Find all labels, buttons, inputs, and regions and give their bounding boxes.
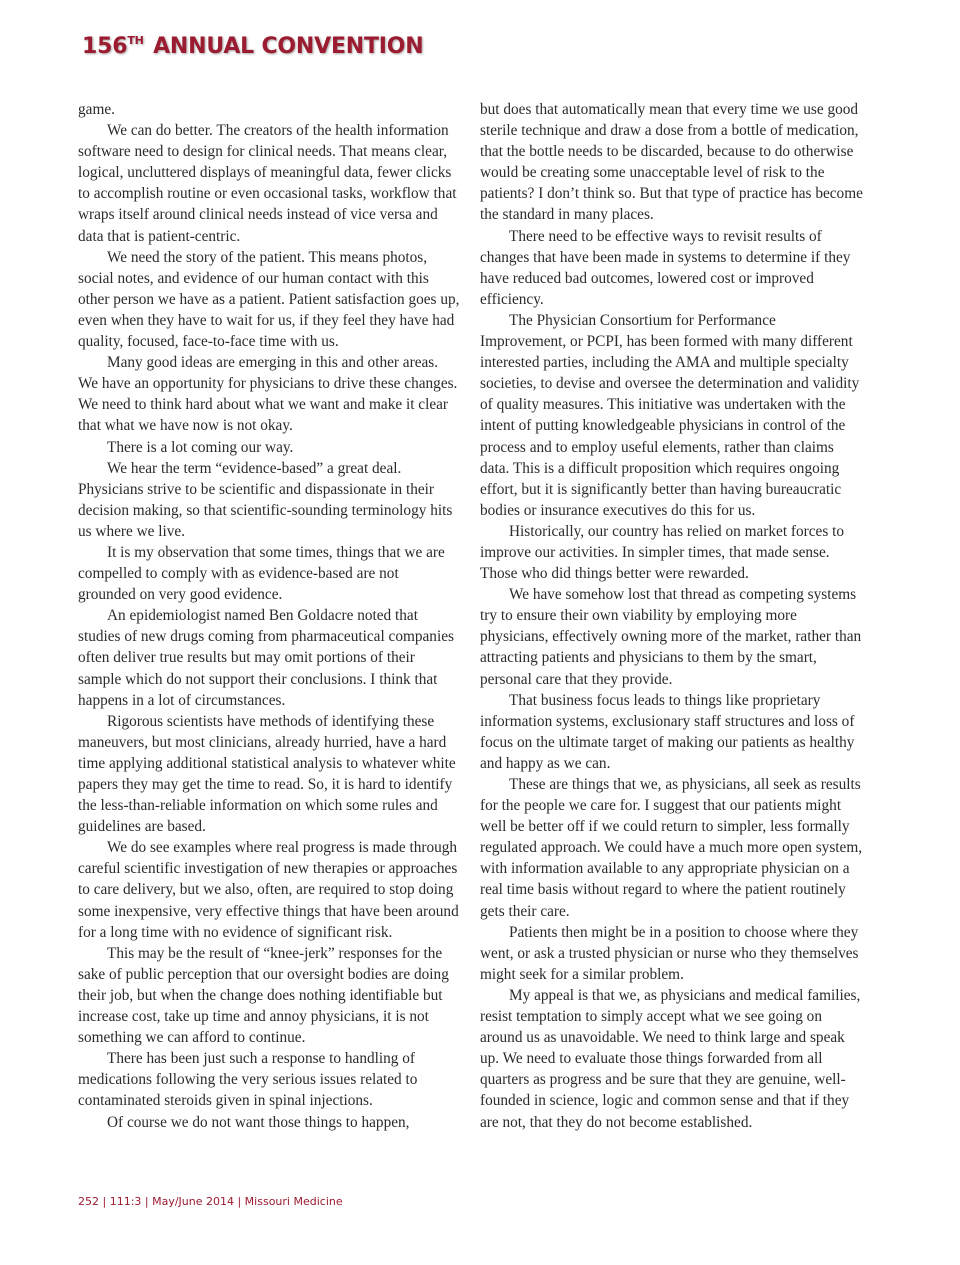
paragraph: It is my observation that some times, things that we are compelled to comply with as evidence-based are not grounded on very good evidence. [78,543,445,604]
paragraph: We need the story of the patient. This means photos, social notes, and evidence of our human contact with this other person we have as a patient. Patient satisfaction goes up, even when they have to wait for us, if they feel they have had quality, focused, face-to-face time with us. [78,248,460,351]
paragraph: There is a lot coming our way. [107,438,294,456]
paragraph: My appeal is that we, as physicians and medical families, resist temptation to simply accept what we see going on around us as unavoidable. We need to think large and speak up. We need to evaluate those things forwarded from all quarters as progress and be sure that they are genuine, well-founded in science, logic and common sense and that if they are not, that they do not become established. [480,986,861,1131]
paragraph: game. [78,101,115,118]
header-number: 156 [82,34,128,59]
paragraph: This may be the result of “knee-jerk” responses for the sake of public perception that our oversight bodies are doing their job, but when the change does nothing identifiable but increase cost, take up time and annoy physicians, it is not something we can afford to continue. [78,944,449,1047]
paragraph: Patients then might be in a position to choose where they went, or ask a trusted physician or nurse who they themselves might seek for a similar problem. [480,923,859,983]
paragraph: Historically, our country has relied on market forces to improve our activities. In simpler times, that made sense. Those who did things better were rewarded. [480,522,845,583]
left-column [78,99,460,1133]
convention-header [82,34,424,59]
paragraph: An epidemiologist named Ben Goldacre noted that studies of new drugs coming from pharmaceutical companies often deliver true results but may omit portions of their sample which do not support their conclusions. I think that happens in a lot of circumstances. [78,607,454,709]
paragraph: There need to be effective ways to revisit results of changes that have been made in systems to determine if they have reduced bad outcomes, lowered cost or improved efficiency. [480,227,851,308]
paragraph: We can do better. The creators of the health information software need to design for clinical needs. That means clear, logical, uncluttered displays of meaningful data, fewer clicks to accomplish routine or even occasional tasks, workflow that wraps itself around clinical needs instead of vice versa and data that is patient-centric. [78,122,457,245]
paragraph: There has been just such a response to handling of medications following the very serious issues related to contaminated steroids given in spinal injections. [78,1050,418,1110]
paragraph: We hear the term “evidence-based” a great deal. Physicians strive to be scientific and dispassionate in their decision making, so that scientific-sounding terminology hits us where we live. [78,459,453,540]
header-title: ANNUAL CONVENTION [153,34,424,59]
paragraph: Rigorous scientists have methods of identifying these maneuvers, but most clinicians, already hurried, have a hard time applying additional statistical analysis to whatever white papers they may get the time to read. So, it is hard to identify the less-than-reliable information on which some rules and guidelines are based. [78,712,456,836]
right-column [480,99,864,1133]
paragraph: That business focus leads to things like proprietary information systems, exclusionary staff structures and loss of focus on the ultimate target of making our patients as healthy and happy as we can. [480,691,855,772]
paragraph: Many good ideas are emerging in this and other areas. We have an opportunity for physicians to drive these changes. We need to think hard about what we want and make it clear that what we have now is not okay. [78,354,458,435]
paragraph: but does that automatically mean that every time we use good sterile technique and draw a dose from a bottle of medication, that the bottle needs to be discarded, because to do otherwise would be creating some unacceptable level of risk to the patients? I don’t think so. But that type of practice has become the standard in many places. [480,101,863,224]
paragraph: These are things that we, as physicians, all seek as results for the people we care for. I suggest that our patients might well be better off if we could return to simpler, less formally regulated approach. We could have a much more open system, with information available to any appropriate physician on a real time basis without regard to where the patient routinely gets their care. [480,776,863,920]
paragraph: We have somehow lost that thread as competing systems try to ensure their own viability by employing more physicians, effectively owning more of the market, rather than attracting patients and physicians to them by the smart, personal care that they provide. [480,586,862,688]
header-superscript: TH [127,34,144,47]
paragraph: We do see examples where real progress is made through careful scientific investigation of new therapies or approaches to care delivery, but we also, often, are required to stop doing some inexpensive, very effective things that have been around for a long time with no evidence of significant risk. [78,839,459,941]
page-footer: 252 | 111:3 | May/June 2014 | Missouri Medicine [78,1195,343,1208]
paragraph: Of course we do not want those things to happen, [107,1113,410,1131]
paragraph: The Physician Consortium for Performance Improvement, or PCPI, has been formed with many different interested parties, including the AMA and multiple specialty societies, to devise and oversee the determination and validity of quality measures. This initiative was undertaken with the intent of putting knowledgeable physicians in control of the process and to employ useful elements, rather than claims data. This is a difficult proposition which requires ongoing effort, but it is significantly better than having bureaucratic bodies or insurance executives do this for us. [480,311,860,519]
